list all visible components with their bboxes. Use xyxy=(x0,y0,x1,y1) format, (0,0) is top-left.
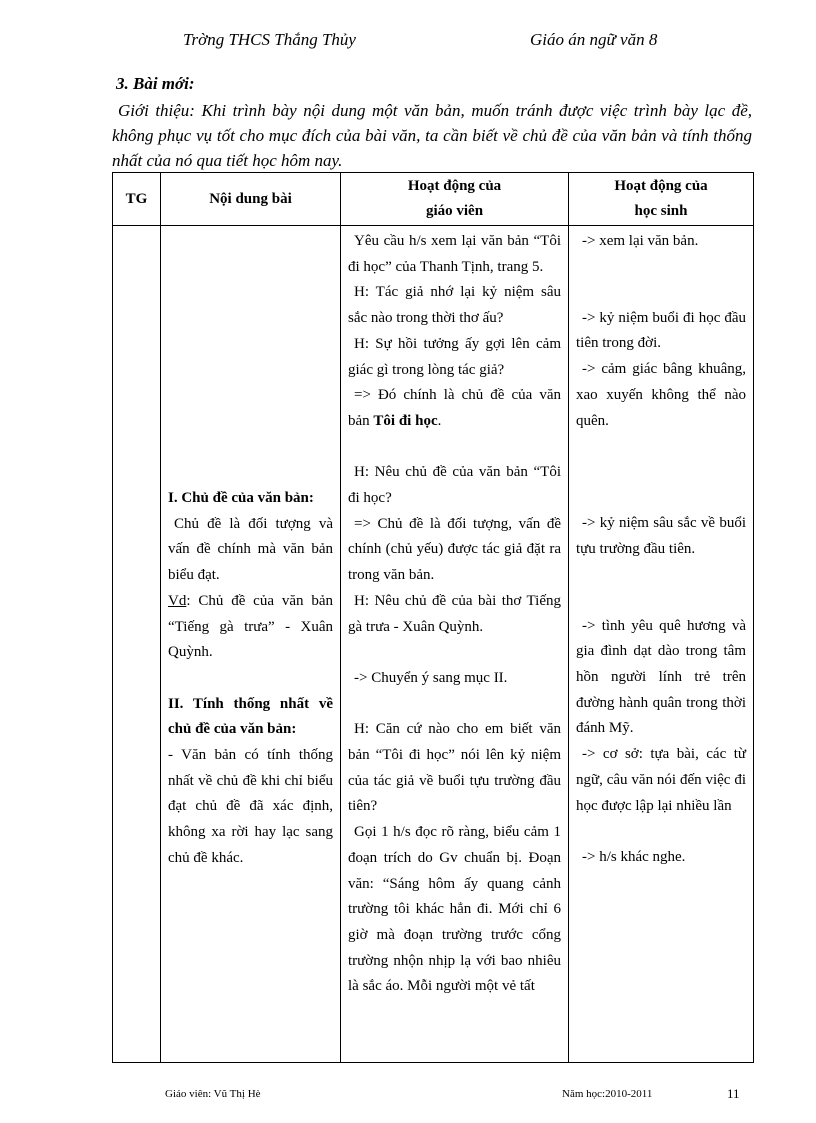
student-activity: -> kỷ niệm buổi đi học đầu tiên trong đời. xyxy=(576,309,746,352)
teacher-activity: H: Tác giả nhớ lại kỷ niệm sâu sắc nào trong thời thơ ấu? xyxy=(348,284,561,327)
student-cell xyxy=(569,226,754,1063)
lesson-table xyxy=(112,172,754,1063)
header-tg: TG xyxy=(113,173,161,226)
header-teacher: Hoạt động của giáo viên xyxy=(341,173,569,226)
section-1-title: I. Chủ đề của văn bản: xyxy=(168,490,314,506)
student-activity: -> kỷ niệm sâu sắc về buổi tựu trường đầu tiên. xyxy=(576,515,746,557)
section-2-text: - Văn bản có tính thống nhất về chủ đề khi chỉ biểu đạt chủ đề đã xác định, không xa rời hay lạc sang chủ đề khác. xyxy=(168,747,333,866)
teacher-activity: Gọi 1 h/s đọc rõ ràng, biểu cảm 1 đoạn trích do Gv chuẩn bị. Đoạn văn: “Sáng hôm ấy quang cảnh trường tôi khác hẳn đi. Mới chỉ 6 giờ mà đoạn trường trước cổng trường nhộn nhịp lạ với bao nhiêu là sắc áo. Mỗi người một vẻ tất xyxy=(348,824,561,995)
student-activity: -> tình yêu quê hương và gia đình dạt dào trong tâm hồn người lính trẻ trên đường hành quân trong thời đánh Mỹ. xyxy=(576,617,746,737)
header-content: Nội dung bài xyxy=(161,173,341,226)
teacher-activity: => Đó chính là chủ đề của văn bản Tôi đi học. xyxy=(348,387,561,429)
teacher-activity: -> Chuyển ý sang mục II. xyxy=(354,669,508,686)
teacher-activity: H: Nêu chủ đề của bài thơ Tiếng gà trưa - Xuân Quỳnh. xyxy=(348,592,561,635)
content-cell xyxy=(161,226,341,1063)
footer-year: Năm học:2010-2011 xyxy=(562,1088,653,1100)
section-intro: Giới thiệu: Khi trình bày nội dung một văn bản, muốn tránh được việc trình bày lạc đề, không phục vụ tốt cho mục đích của bài văn, ta cần biết về chủ đề của văn bản và tính thống nhất của nó qua tiết học hôm nay. xyxy=(112,101,752,170)
teacher-cell xyxy=(341,226,569,1063)
footer-teacher: Giáo viên: Vũ Thị Hè xyxy=(165,1088,261,1100)
teacher-activity: Yêu cầu h/s xem lại văn bản “Tôi đi học” của Thanh Tịnh, trang 5. xyxy=(348,233,561,275)
teacher-activity: H: Căn cứ nào cho em biết văn bản “Tôi đi học” nói lên kỷ niệm của tác giả về buổi tựu trường đầu tiên? xyxy=(348,721,561,815)
student-activity: -> xem lại văn bản. xyxy=(582,233,699,249)
section-2-title: II. Tính thống nhất về chủ đề của văn bản: xyxy=(168,695,333,738)
student-activity: -> h/s khác nghe. xyxy=(582,848,686,865)
student-activity: -> cơ sở: tựa bài, các từ ngữ, câu văn nói đến việc đi học được lập lại nhiều lần xyxy=(576,746,746,814)
section-1-definition: Chủ đề là đối tượng và vấn đề chính mà văn bản biểu đạt. xyxy=(168,515,333,584)
header-school: Trờng THCS Thắng Thủy xyxy=(183,30,356,49)
teacher-activity: H: Nêu chủ đề của văn bản “Tôi đi học? xyxy=(348,464,561,507)
example-label: Vd xyxy=(168,592,187,609)
table-header-row xyxy=(113,173,754,226)
page-number: 11 xyxy=(727,1086,740,1101)
example-text: : Chủ đề của văn bản “Tiếng gà trưa” - Xuân Quỳnh. xyxy=(168,592,333,661)
table-row xyxy=(113,226,754,1063)
tg-cell xyxy=(113,226,161,1063)
header-student: Hoạt động của học sinh xyxy=(569,173,754,226)
teacher-activity: => Chủ đề là đối tượng, vấn đề chính (chủ yếu) được tác giả đặt ra trong văn bản. xyxy=(348,515,561,584)
header-subject: Giáo án ngữ văn 8 xyxy=(530,30,658,49)
section-title: 3. Bài mới: xyxy=(116,74,195,93)
student-activity: -> cảm giác bâng khuâng, xao xuyến không thể nào quên. xyxy=(576,361,746,429)
teacher-activity: H: Sự hồi tưởng ấy gợi lên cảm giác gì trong lòng tác giả? xyxy=(348,335,561,378)
